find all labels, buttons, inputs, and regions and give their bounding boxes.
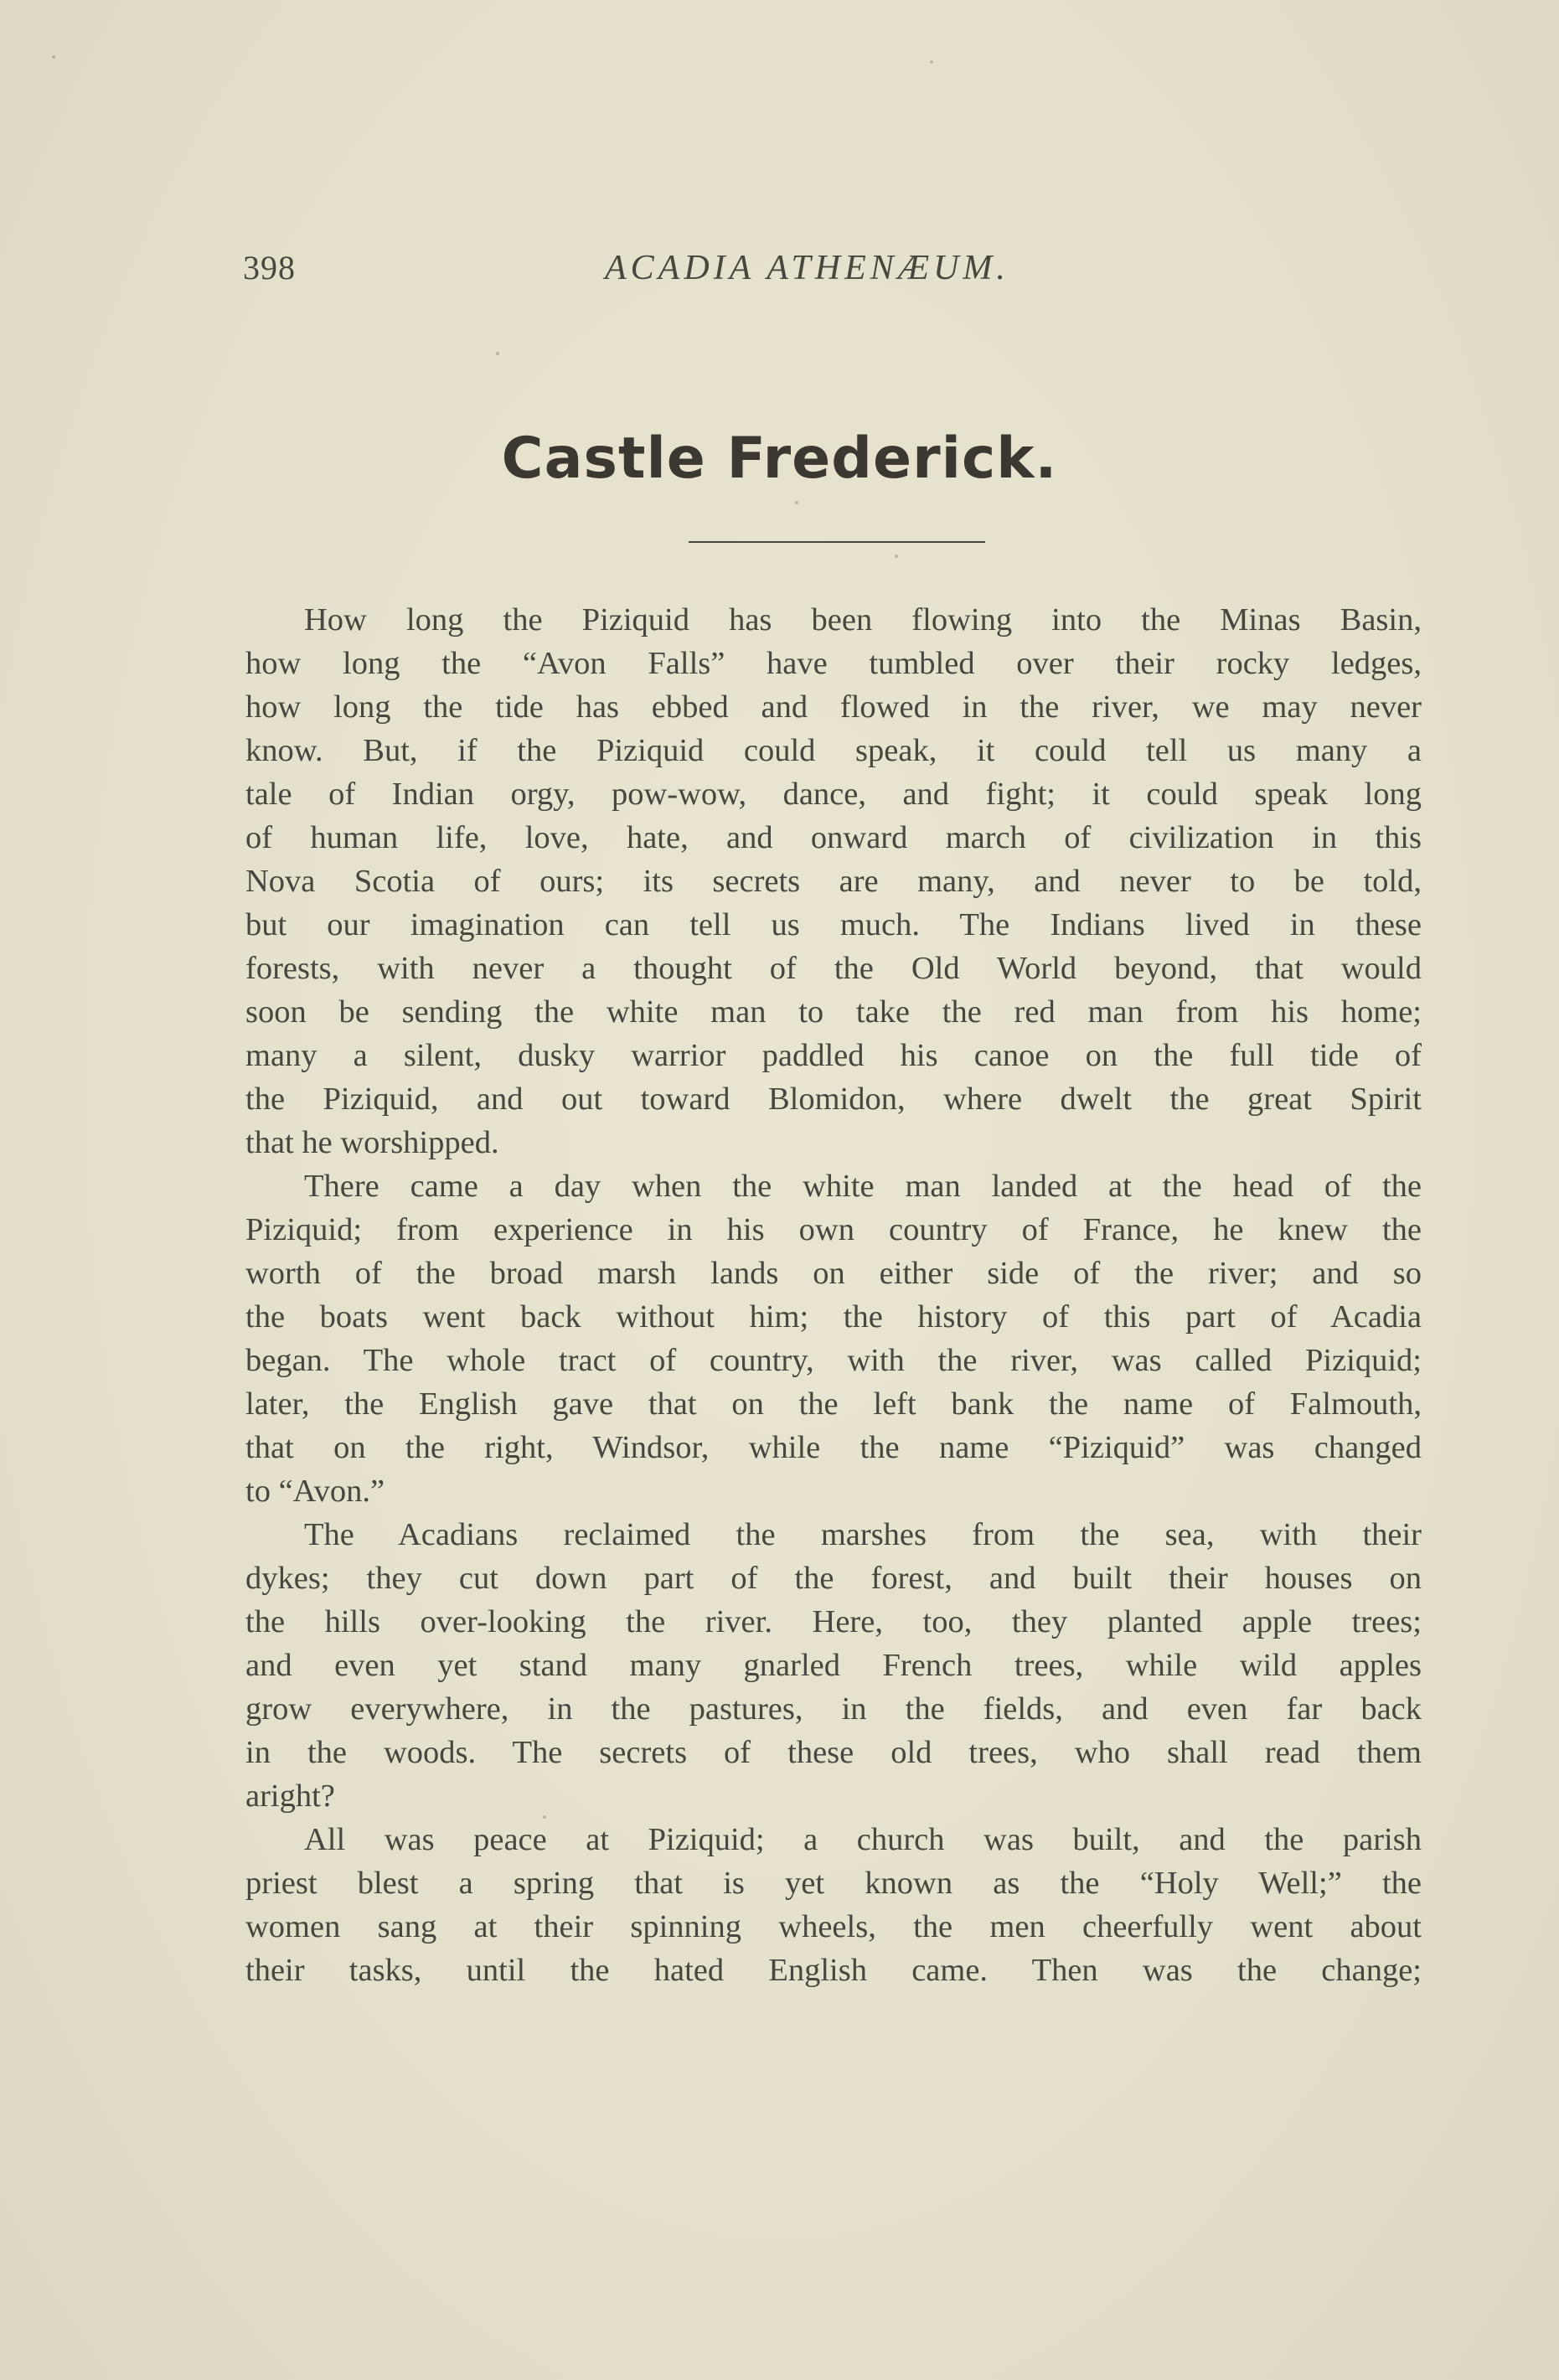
text-line: how long the tide has ebbed and flowed in the river, we may never: [245, 689, 1422, 725]
paragraph: [245, 1164, 1422, 1513]
text-line: how long the “Avon Falls” have tumbled over their rocky ledges,: [245, 646, 1422, 681]
text-line: later, the English gave that on the left bank the name of Falmouth,: [245, 1386, 1422, 1422]
title-divider: [689, 541, 985, 543]
paragraph: [245, 1513, 1422, 1818]
text-line: forests, with never a thought of the Old World beyond, that would: [245, 951, 1422, 986]
text-line: All was peace at Piziquid; a church was built, and the parish: [304, 1822, 1422, 1857]
text-line: aright?: [245, 1779, 335, 1814]
page-number: 398: [243, 249, 296, 287]
paragraph: [245, 598, 1422, 1164]
paragraph: [245, 1818, 1422, 1992]
text-line: many a silent, dusky warrior paddled his canoe on the full tide of: [245, 1038, 1422, 1073]
text-line: Piziquid; from experience in his own country of France, he knew the: [245, 1212, 1422, 1247]
text-line: of human life, love, hate, and onward march of civilization in this: [245, 820, 1422, 855]
text-line: and even yet stand many gnarled French trees, while wild apples: [245, 1648, 1422, 1683]
text-line: the boats went back without him; the history of this part of Acadia: [245, 1299, 1422, 1335]
text-line: grow everywhere, in the pastures, in the fields, and even far back: [245, 1691, 1422, 1727]
running-head: ACADIA ATHENÆUM.: [605, 249, 1009, 287]
text-line: soon be sending the white man to take the red man from his home;: [245, 994, 1422, 1030]
text-line: in the woods. The secrets of these old trees, who shall read them: [245, 1735, 1422, 1770]
article-title: Castle Frederick.: [501, 426, 1058, 492]
paper-speck: [930, 60, 933, 64]
text-line: dykes; they cut down part of the forest, and built their houses on: [245, 1561, 1422, 1596]
text-line: began. The whole tract of country, with the river, was called Piziquid;: [245, 1343, 1422, 1378]
text-line: but our imagination can tell us much. The Indians lived in these: [245, 907, 1422, 942]
text-line: The Acadians reclaimed the marshes from the sea, with their: [304, 1517, 1422, 1552]
text-line: priest blest a spring that is yet known as the “Holy Well;” the: [245, 1866, 1422, 1901]
text-line: How long the Piziquid has been flowing into the Minas Basin,: [304, 602, 1422, 638]
text-line: women sang at their spinning wheels, the men cheerfully went about: [245, 1909, 1422, 1944]
paper-speck: [543, 1815, 546, 1819]
paper-speck: [895, 555, 898, 558]
text-line: the hills over-looking the river. Here, too, they planted apple trees;: [245, 1604, 1422, 1639]
text-line: to “Avon.”: [245, 1474, 385, 1509]
text-line: know. But, if the Piziquid could speak, it could tell us many a: [245, 733, 1422, 768]
text-line: the Piziquid, and out toward Blomidon, where dwelt the great Spirit: [245, 1082, 1422, 1117]
text-line: that he worshipped.: [245, 1125, 499, 1160]
text-line: Nova Scotia of ours; its secrets are many, and never to be told,: [245, 864, 1422, 899]
article-body: [245, 598, 1422, 1992]
text-line: tale of Indian orgy, pow-wow, dance, and fight; it could speak long: [245, 777, 1422, 812]
page-header: [243, 248, 1424, 298]
text-line: that on the right, Windsor, while the name “Piziquid” was changed: [245, 1430, 1422, 1465]
text-line: worth of the broad marsh lands on either side of the river; and so: [245, 1256, 1422, 1291]
paper-speck: [496, 352, 499, 355]
text-line: their tasks, until the hated English came. Then was the change;: [245, 1953, 1422, 1988]
text-line: There came a day when the white man landed at the head of the: [304, 1169, 1422, 1204]
paper-speck: [52, 55, 55, 59]
paper-speck: [795, 501, 798, 504]
